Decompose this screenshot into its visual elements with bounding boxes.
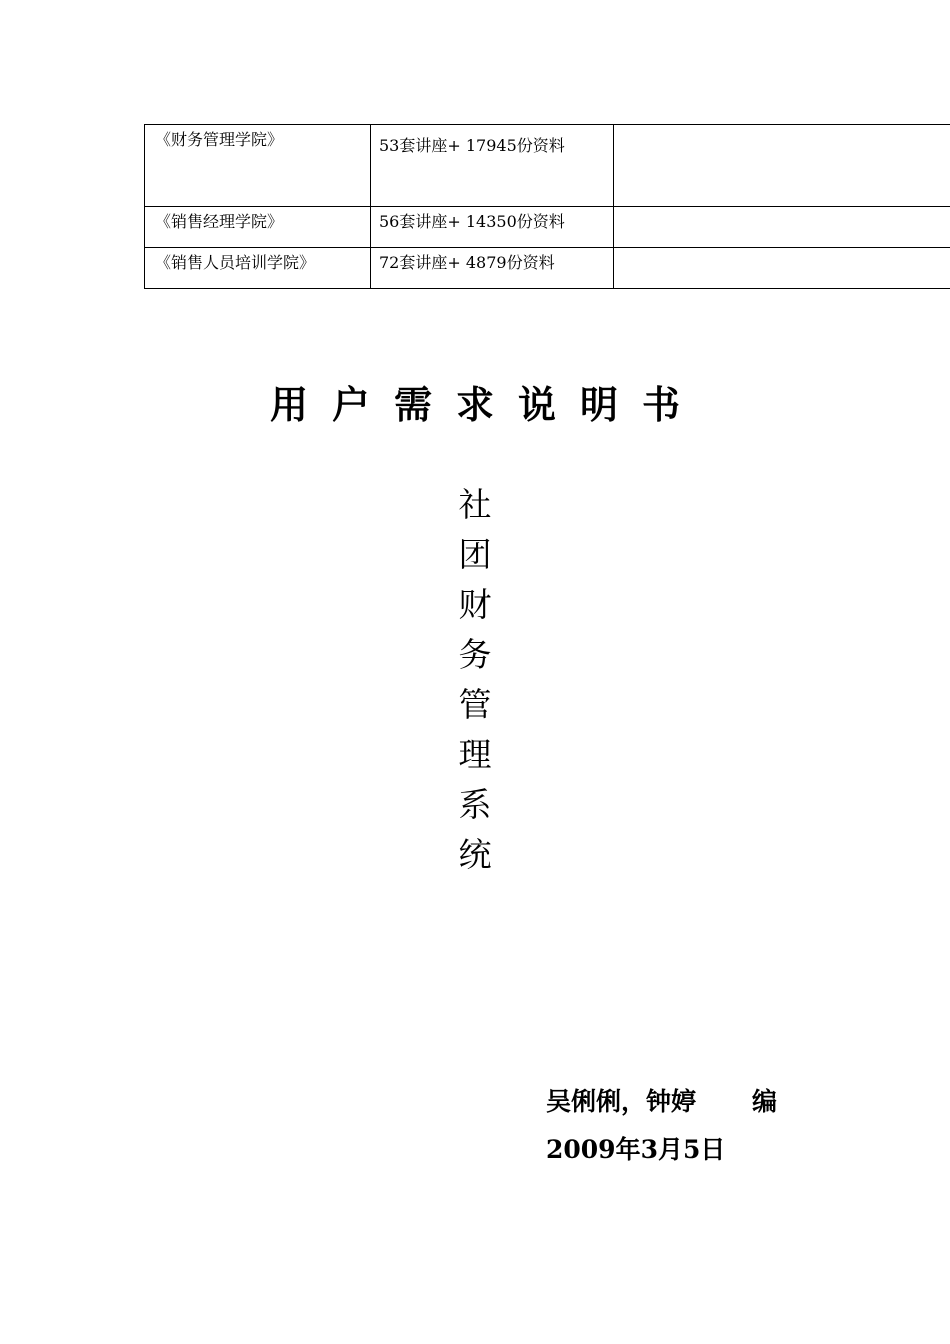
document-date: 2009年3月5日 <box>546 1135 726 1164</box>
table-row <box>145 207 950 248</box>
course-note-cell <box>614 125 950 207</box>
author-names: 吴俐俐，钟婷 <box>546 1087 697 1116</box>
table-row <box>145 248 950 289</box>
author-line <box>546 1082 777 1122</box>
catalog-table <box>144 124 950 289</box>
course-amount-cell: 56套讲座+ 14350份资料 <box>371 207 614 248</box>
table-row <box>145 125 950 207</box>
course-name-cell: 《财务管理学院》 <box>145 125 371 207</box>
course-amount-cell: 72套讲座+ 4879份资料 <box>371 248 614 289</box>
course-note-cell <box>614 248 950 289</box>
course-amount-cell: 53套讲座+ 17945份资料 <box>371 125 614 207</box>
course-name-cell: 《销售经理学院》 <box>145 207 371 248</box>
document-title: 用户需求说明书 <box>269 383 704 427</box>
system-name-vertical: 社团财务管理系统 <box>458 485 492 874</box>
course-note-cell <box>614 207 950 248</box>
author-suffix: 编 <box>752 1087 778 1116</box>
course-name-cell: 《销售人员培训学院》 <box>145 248 371 289</box>
